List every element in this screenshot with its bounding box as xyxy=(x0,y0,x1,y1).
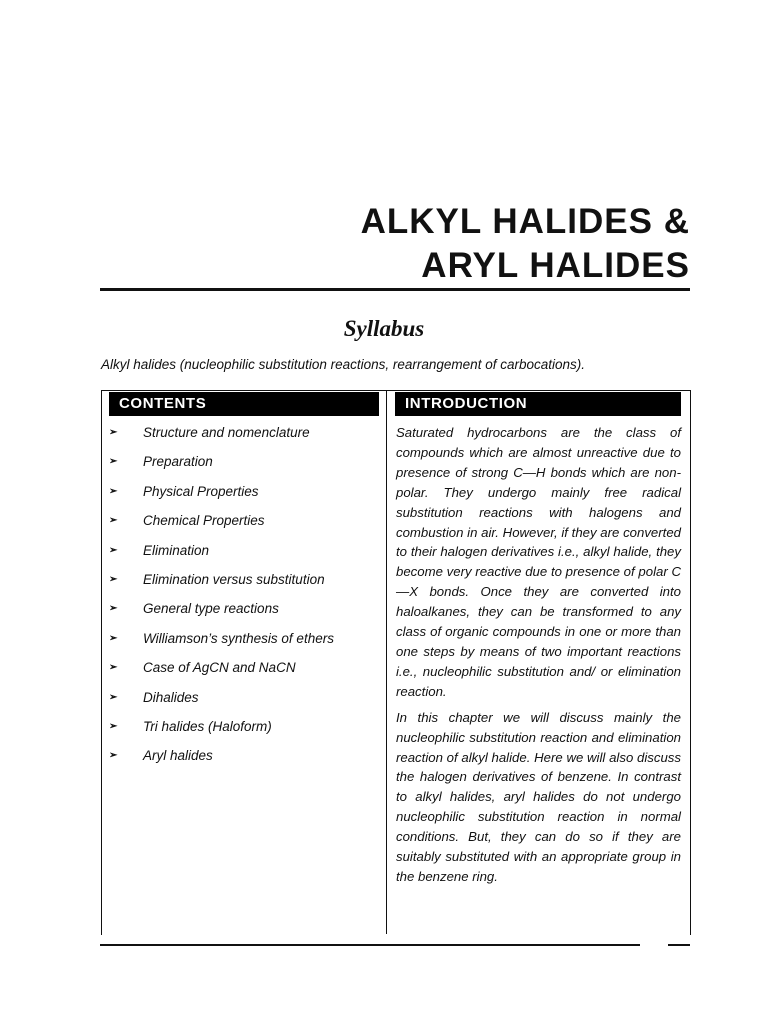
contents-item-label: Williamson’s synthesis of ethers xyxy=(143,630,334,646)
list-item xyxy=(109,423,379,452)
contents-item-label: Structure and nomenclature xyxy=(143,425,310,440)
introduction-body xyxy=(396,423,681,893)
contents-item-label: Case of AgCN and NaCN xyxy=(143,660,296,676)
arrow-bullet-icon: ➢ xyxy=(109,603,118,615)
contents-item-label: Dihalides xyxy=(143,689,199,705)
list-item xyxy=(109,482,379,511)
list-item xyxy=(109,658,379,687)
chapter-title-line-2: ARYL HALIDES xyxy=(421,246,690,285)
syllabus-text: Alkyl halides (nucleophilic substitution reactions, rearrangement of carbocations). xyxy=(101,357,585,372)
introduction-paragraph-2: In this chapter we will discuss mainly the nucleophilic substitution reaction and elimination reaction of alkyl halide. Here we will also discuss the halogen derivatives of benzene. In contrast to alkyl halides, aryl halides do not undergo nucleophilic substitution reaction in normal conditions. But, they can do so if they are suitably substituted with an appropriate group in the benzene ring. xyxy=(396,709,681,884)
contents-item-label: Preparation xyxy=(143,454,213,470)
contents-list xyxy=(109,423,379,776)
contents-item-label: Physical Properties xyxy=(143,483,259,499)
arrow-bullet-icon: ➢ xyxy=(109,662,118,674)
introduction-paragraph-1: Saturated hydrocarbons are the class of compounds which are almost unreactive due to presence of strong C—H bonds which are non-polar. They undergo mainly free radical substitution reactions with halogens and combustion in air. However, if they are converted to their halogen derivatives i.e., alkyl halide, they become very reactive due to presence of polar C—X bonds. Once they are converted into haloalkanes, they can be transformed to any class of organic compounds in one or more than one steps by means of two important reactions i.e., nucleophilic substitution and/ or elimination reaction. xyxy=(396,425,681,699)
list-item xyxy=(109,452,379,481)
list-item xyxy=(109,629,379,658)
title-divider xyxy=(100,288,690,291)
contents-item-label: Chemical Properties xyxy=(143,513,265,529)
arrow-bullet-icon: ➢ xyxy=(109,427,118,438)
arrow-bullet-icon: ➢ xyxy=(109,632,118,644)
arrow-bullet-icon: ➢ xyxy=(109,750,118,762)
footer-rule-short xyxy=(668,944,690,946)
column-divider xyxy=(386,390,387,934)
contents-header: CONTENTS xyxy=(109,392,379,416)
list-item xyxy=(109,541,379,570)
syllabus-heading: Syllabus xyxy=(343,316,425,341)
arrow-bullet-icon: ➢ xyxy=(109,456,118,468)
introduction-header: INTRODUCTION xyxy=(395,392,681,416)
list-item xyxy=(109,570,379,599)
contents-item-label: Elimination versus substitution xyxy=(143,571,325,587)
contents-item-label: Aryl halides xyxy=(143,748,213,764)
arrow-bullet-icon: ➢ xyxy=(109,544,118,556)
list-item xyxy=(109,599,379,628)
chapter-title-line-1: ALKYL HALIDES & xyxy=(360,202,690,241)
arrow-bullet-icon: ➢ xyxy=(109,515,118,527)
arrow-bullet-icon: ➢ xyxy=(109,691,118,703)
contents-item-label: General type reactions xyxy=(143,601,279,617)
arrow-bullet-icon: ➢ xyxy=(109,485,118,497)
list-item xyxy=(109,717,379,746)
list-item xyxy=(109,688,379,717)
list-item xyxy=(109,511,379,540)
contents-item-label: Tri halides (Haloform) xyxy=(143,718,272,734)
arrow-bullet-icon: ➢ xyxy=(109,720,118,732)
arrow-bullet-icon: ➢ xyxy=(109,573,118,585)
footer-rule xyxy=(100,944,640,946)
contents-item-label: Elimination xyxy=(143,542,210,558)
list-item xyxy=(109,746,379,775)
